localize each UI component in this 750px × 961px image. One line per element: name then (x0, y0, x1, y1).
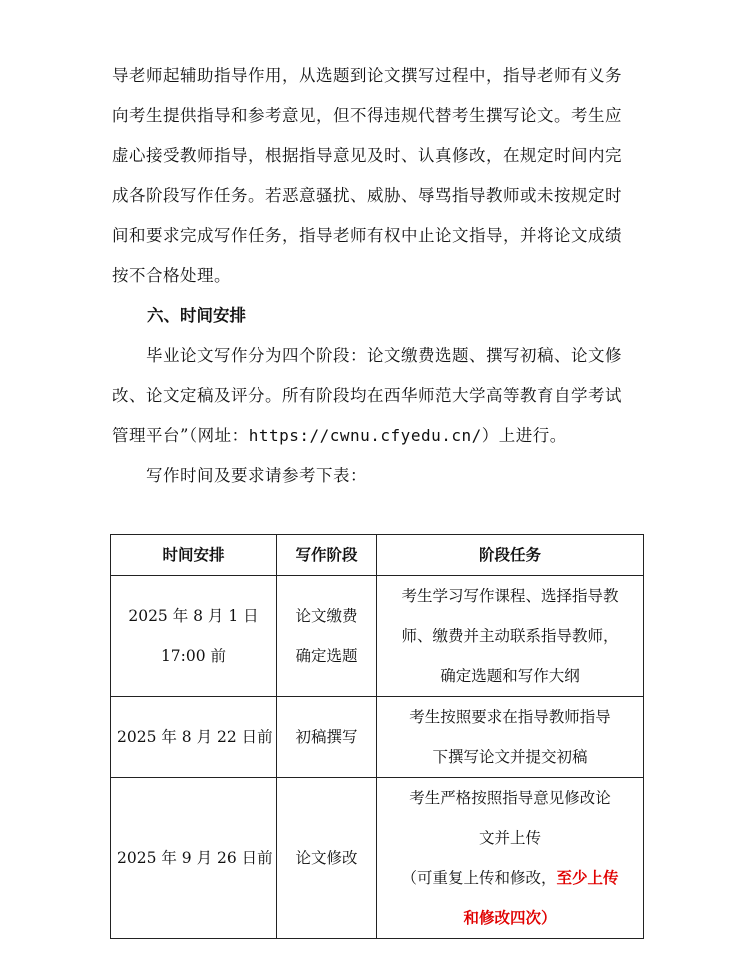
cell-line: 2025 年 8 月 22 日前 (117, 728, 273, 746)
cell-line: 考生严格按照指导意见修改论 (409, 789, 611, 807)
emphasis-text: 至少上传 (556, 869, 619, 887)
emphasis-text: 和修改四次） (463, 909, 557, 927)
text-line: 导老师起辅助指导作用，从选题到论文撰写过程中，指导老师有义务 (112, 66, 622, 85)
cell-line: 初稿撰写 (295, 728, 358, 746)
task-cell (377, 697, 644, 778)
text-line (112, 416, 642, 456)
section-heading: 六、时间安排 (147, 306, 246, 325)
cell-line (383, 858, 637, 898)
text-line: 成各阶段写作任务。若恶意骚扰、威胁、辱骂指导教师或未按规定时 (112, 186, 622, 205)
table-row (111, 778, 644, 939)
header-stage: 写作阶段 (277, 535, 377, 576)
stage-cell (277, 778, 377, 939)
text-line: 向考生提供指导和参考意见，但不得违规代替考生撰写论文。考生应 (112, 106, 622, 125)
table-header-row (111, 535, 644, 576)
time-cell (111, 778, 277, 939)
text-line: 按不合格处理。 (112, 266, 231, 285)
cell-line: 确定选题和写作大纲 (440, 667, 580, 685)
time-cell (111, 576, 277, 697)
table-row (111, 697, 644, 778)
stage-cell (277, 697, 377, 778)
cell-line: 师、缴费并主动联系指导教师， (401, 627, 619, 645)
text-line: 毕业论文写作分为四个阶段：论文缴费选题、撰写初稿、论文修 (146, 346, 622, 365)
text-fragment: 管理平台”（网址： (112, 426, 249, 445)
text-line: 写作时间及要求请参考下表： (146, 466, 367, 485)
time-cell (111, 697, 277, 778)
stages-paragraph (112, 336, 642, 456)
table-row (111, 576, 644, 697)
guidance-paragraph (112, 56, 642, 296)
stage-cell (277, 576, 377, 697)
cell-line: 考生学习写作课程、选择指导教 (401, 587, 619, 605)
cell-line: 确定选题 (295, 647, 358, 665)
task-cell (377, 778, 644, 939)
cell-line: 考生按照要求在指导教师指导 (409, 708, 611, 726)
text-line: 虚心接受教师指导，根据指导意见及时、认真修改，在规定时间内完 (112, 146, 622, 165)
header-task: 阶段任务 (377, 535, 644, 576)
table-intro (112, 456, 642, 496)
cell-line: 下撰写论文并提交初稿 (432, 748, 588, 766)
cell-line: 2025 年 9 月 26 日前 (117, 849, 273, 867)
cell-line: 论文修改 (295, 849, 358, 867)
cell-line: 17:00 前 (160, 647, 227, 665)
task-cell (377, 576, 644, 697)
cell-line: 文并上传 (478, 829, 541, 847)
note-text: （可重复上传和修改， (401, 869, 557, 887)
text-line: 改、论文定稿及评分。所有阶段均在西华师范大学高等教育自学考试 (112, 386, 622, 405)
schedule-table (110, 534, 644, 939)
text-line: 间和要求完成写作任务，指导老师有权中止论文指导，并将论文成绩 (112, 226, 622, 245)
header-time: 时间安排 (111, 535, 277, 576)
cell-line: 论文缴费 (295, 607, 358, 625)
text-fragment: ）上进行。 (481, 426, 567, 445)
platform-url-link[interactable]: https://cwnu.cfyedu.cn/ (248, 426, 482, 445)
cell-line: 2025 年 8 月 1 日 (128, 607, 259, 625)
